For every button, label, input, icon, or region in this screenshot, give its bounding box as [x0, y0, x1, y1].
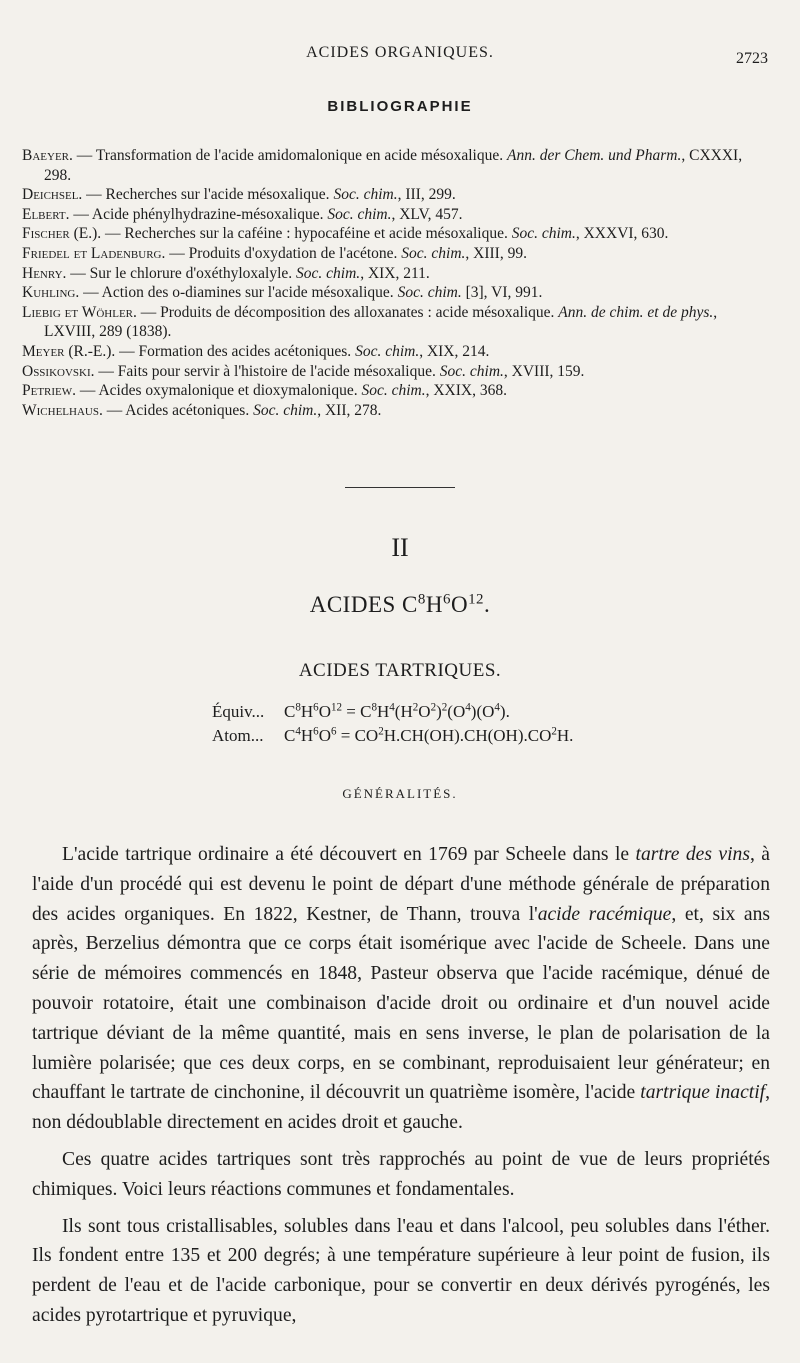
section-title	[0, 592, 800, 618]
entry-reference: , CXXXI, 298.	[44, 147, 743, 184]
formula-text: )	[436, 702, 442, 721]
formula-text: .	[484, 592, 491, 617]
entry-author: Wichelhaus.	[22, 401, 103, 419]
formula-text: C	[284, 726, 296, 745]
formula-text: )(O	[470, 702, 495, 721]
entry-author: Ossikovski.	[22, 362, 95, 380]
entry-reference: , XIX, 211.	[360, 264, 430, 282]
formula-block	[212, 700, 573, 748]
formula-text: (O	[447, 702, 466, 721]
entry-author: Friedel et Ladenburg.	[22, 244, 166, 262]
entry-author: Deichsel.	[22, 186, 83, 204]
entry-title: — Acide phénylhydrazine-mésoxalique.	[69, 205, 328, 223]
entry-author: Henry.	[22, 264, 67, 282]
formula-superscript: 4	[465, 701, 471, 714]
entry-title: — Formation des acides acétoniques.	[115, 342, 356, 360]
formula-text: = CO	[336, 726, 379, 745]
entry-journal: Soc. chim.	[253, 401, 318, 419]
formula-superscript: 6	[313, 701, 319, 714]
entry-title: — Sur le chlorure d'oxéthyloxalyle.	[66, 264, 297, 282]
bibliography-entry	[22, 264, 770, 284]
formula-superscript: 4	[389, 701, 395, 714]
formula-text: = C	[342, 702, 372, 721]
entry-journal: Soc. chim.	[355, 342, 420, 360]
formula-superscript: 8	[371, 701, 377, 714]
entry-title: — Acides oxymalonique et dioxymalonique.	[76, 382, 362, 400]
italic-term: tartrique inactif	[640, 1082, 766, 1104]
atom-row	[212, 724, 573, 748]
body-text	[32, 840, 770, 1338]
entry-reference: [3], VI, 991.	[461, 284, 543, 302]
formula-text: ).	[499, 702, 510, 721]
entry-journal: Soc. chim.	[397, 284, 462, 302]
formula-superscript: 8	[417, 591, 426, 608]
bibliography-entry	[22, 205, 770, 225]
entry-title: — Acides acétoniques.	[102, 401, 254, 419]
equiv-label: Équiv...	[212, 702, 265, 721]
page-number: 2723	[736, 50, 768, 67]
bibliography-entry	[22, 244, 770, 264]
paragraph-text: , et, six ans après, Berzelius démontra que ce corps était isomérique avec l'acide de Scheele. Dans une série de mémoires commencés en 1848, Pasteur observa que l'acide racémique, dénué de pouvoir rotatoire, était une combinaison d'acide droit ou ordinaire et d'un nouvel acide tartrique déviant de la même quantité, mais en sens inverse, le plan de polarisation de la lumière polarisée; que ces deux corps, en se combinant, reproduisaient leur générateur; en chauffant le tartrate de cinchonine, il découvrit un quatrième isomère, l'acide	[32, 903, 771, 1104]
formula-superscript: 2	[430, 701, 437, 714]
entry-author: Kuhling.	[22, 284, 80, 302]
paragraph-text: Ils sont tous cristallisables, solubles dans l'eau et dans l'alcool, peu solubles dans l'éther. Ils fondent entre 135 et 200 degrés; à une température supérieure à leur point de fusion, ils perdent de l'eau et de l'acide carbonique, pour se convertir en deux dérivés pyrogénés, les acides pyrotartrique et pyruvique,	[32, 1215, 770, 1326]
section-divider	[345, 487, 455, 488]
bibliography-entry	[22, 381, 770, 401]
running-head: ACIDES ORGANIQUES.	[306, 44, 494, 61]
bibliography-entry	[22, 224, 770, 244]
body-paragraph	[32, 1145, 770, 1205]
bibliography-title: BIBLIOGRAPHIE	[327, 98, 473, 115]
paragraph-text: , non dédoublable directement en acides droit et gauche.	[32, 1082, 770, 1134]
entry-author: Elbert.	[22, 205, 70, 223]
subsection-title: ACIDES TARTRIQUES.	[298, 660, 502, 681]
section-title-formula	[418, 592, 490, 617]
formula-superscript: 2	[551, 725, 557, 738]
formula-superscript: 2	[412, 701, 419, 714]
entry-title: — Produits de décomposition des alloxanates : acide mésoxalique.	[136, 303, 559, 321]
bibliography-list	[22, 146, 770, 420]
entry-journal: Soc. chim.	[401, 244, 466, 262]
entry-reference: , XIX, 214.	[419, 342, 490, 360]
bibliography-entry	[22, 185, 770, 205]
section-title-prefix: ACIDES C	[309, 592, 418, 617]
formula-text: O	[318, 702, 331, 721]
italic-term: acide racémique	[537, 903, 672, 925]
entry-reference: , LXVIII, 289 (1838).	[44, 303, 718, 341]
entry-reference: , XXXVI, 630.	[575, 225, 669, 243]
entry-journal: Ann. der Chem. und Pharm.	[507, 147, 682, 164]
entry-journal: Soc. chim.	[361, 382, 426, 400]
entry-reference: , III, 299.	[397, 186, 456, 204]
formula-superscript: 6	[442, 591, 451, 608]
formula-text: H	[300, 702, 314, 721]
bibliography-entry	[22, 342, 770, 362]
bibliography-entry	[22, 146, 770, 185]
formula-text: H	[425, 592, 443, 617]
formula-text: O	[318, 726, 331, 745]
formula-superscript: 2	[441, 701, 448, 714]
section-number: II	[391, 533, 409, 562]
entry-reference: , XIII, 99.	[465, 244, 527, 262]
formula-superscript: 6	[330, 725, 337, 738]
entry-journal: Soc. chim.	[327, 205, 392, 223]
entry-title: — Transformation de l'acide amidomalonique en acide mésoxalique.	[72, 147, 507, 164]
italic-term: tartre des vins	[635, 844, 750, 865]
formula-text: H	[376, 702, 390, 721]
entry-reference: , XII, 278.	[317, 401, 382, 419]
formula-text: H.CH(OH).CH(OH).CO	[383, 726, 552, 745]
entry-title: — Recherches sur l'acide mésoxalique.	[82, 186, 334, 204]
entry-journal: Soc. chim.	[296, 264, 361, 282]
formula-superscript: 2	[378, 725, 384, 738]
formula-text: O	[418, 702, 431, 721]
entry-journal: Soc. chim.	[439, 362, 504, 380]
equiv-formula	[284, 702, 510, 721]
entry-reference: , XLV, 457.	[391, 205, 463, 223]
formula-superscript: 12	[468, 591, 485, 608]
paragraph-text: Ces quatre acides tartriques sont très rapprochés au point de vue de leurs propriétés chimiques. Voici leurs réactions communes et fondamentales.	[32, 1148, 770, 1200]
formula-text: C	[284, 702, 296, 721]
entry-author: Meyer (R.-E.).	[22, 342, 116, 360]
entry-title: — Faits pour servir à l'histoire de l'acide mésoxalique.	[94, 362, 440, 380]
formula-superscript: 4	[295, 725, 301, 738]
atom-formula	[284, 726, 573, 745]
entry-author: Fischer (E.).	[22, 225, 102, 243]
entry-journal: Soc. chim.	[511, 225, 576, 243]
entry-journal: Ann. de chim. et de phys.	[558, 303, 714, 321]
bibliography-entry	[22, 401, 770, 421]
atom-label: Atom...	[212, 726, 264, 745]
formula-text: H.	[556, 726, 574, 745]
entry-author: Liebig et Wöhler.	[22, 303, 137, 321]
formula-superscript: 8	[295, 701, 301, 714]
entry-title: — Recherches sur la caféine : hypocaféine et acide mésoxalique.	[101, 225, 512, 243]
entry-title: — Produits d'oxydation de l'acétone.	[165, 244, 402, 262]
body-paragraph	[32, 1212, 770, 1331]
entry-author: Baeyer.	[22, 147, 73, 164]
bibliography-entry	[22, 303, 770, 342]
formula-superscript: 4	[494, 701, 500, 714]
paragraph-text: L'acide tartrique ordinaire a été découvert en 1769 par Scheele dans le	[62, 844, 636, 865]
entry-journal: Soc. chim.	[333, 186, 398, 204]
formula-superscript: 12	[330, 701, 343, 714]
generalites-heading: GÉNÉRALITÉS.	[342, 786, 458, 801]
entry-author: Petriew.	[22, 382, 77, 400]
formula-text: (H	[394, 702, 413, 721]
formula-text: H	[300, 726, 314, 745]
formula-superscript: 6	[313, 725, 319, 738]
entry-title: — Action des o-diamines sur l'acide mésoxalique.	[79, 284, 398, 302]
bibliography-entry	[22, 362, 770, 382]
formula-text: O	[450, 592, 469, 617]
bibliography-entry	[22, 283, 770, 303]
body-paragraph	[32, 840, 770, 1138]
entry-reference: , XVIII, 159.	[503, 362, 585, 380]
equiv-row	[212, 700, 573, 724]
entry-reference: , XXIX, 368.	[425, 382, 507, 400]
paragraph-text: , à l'aide d'un procédé qui est devenu le point de départ d'une méthode générale de préparation des acides organiques. En 1822, Kestner, de Thann, trouva l'	[32, 844, 770, 925]
